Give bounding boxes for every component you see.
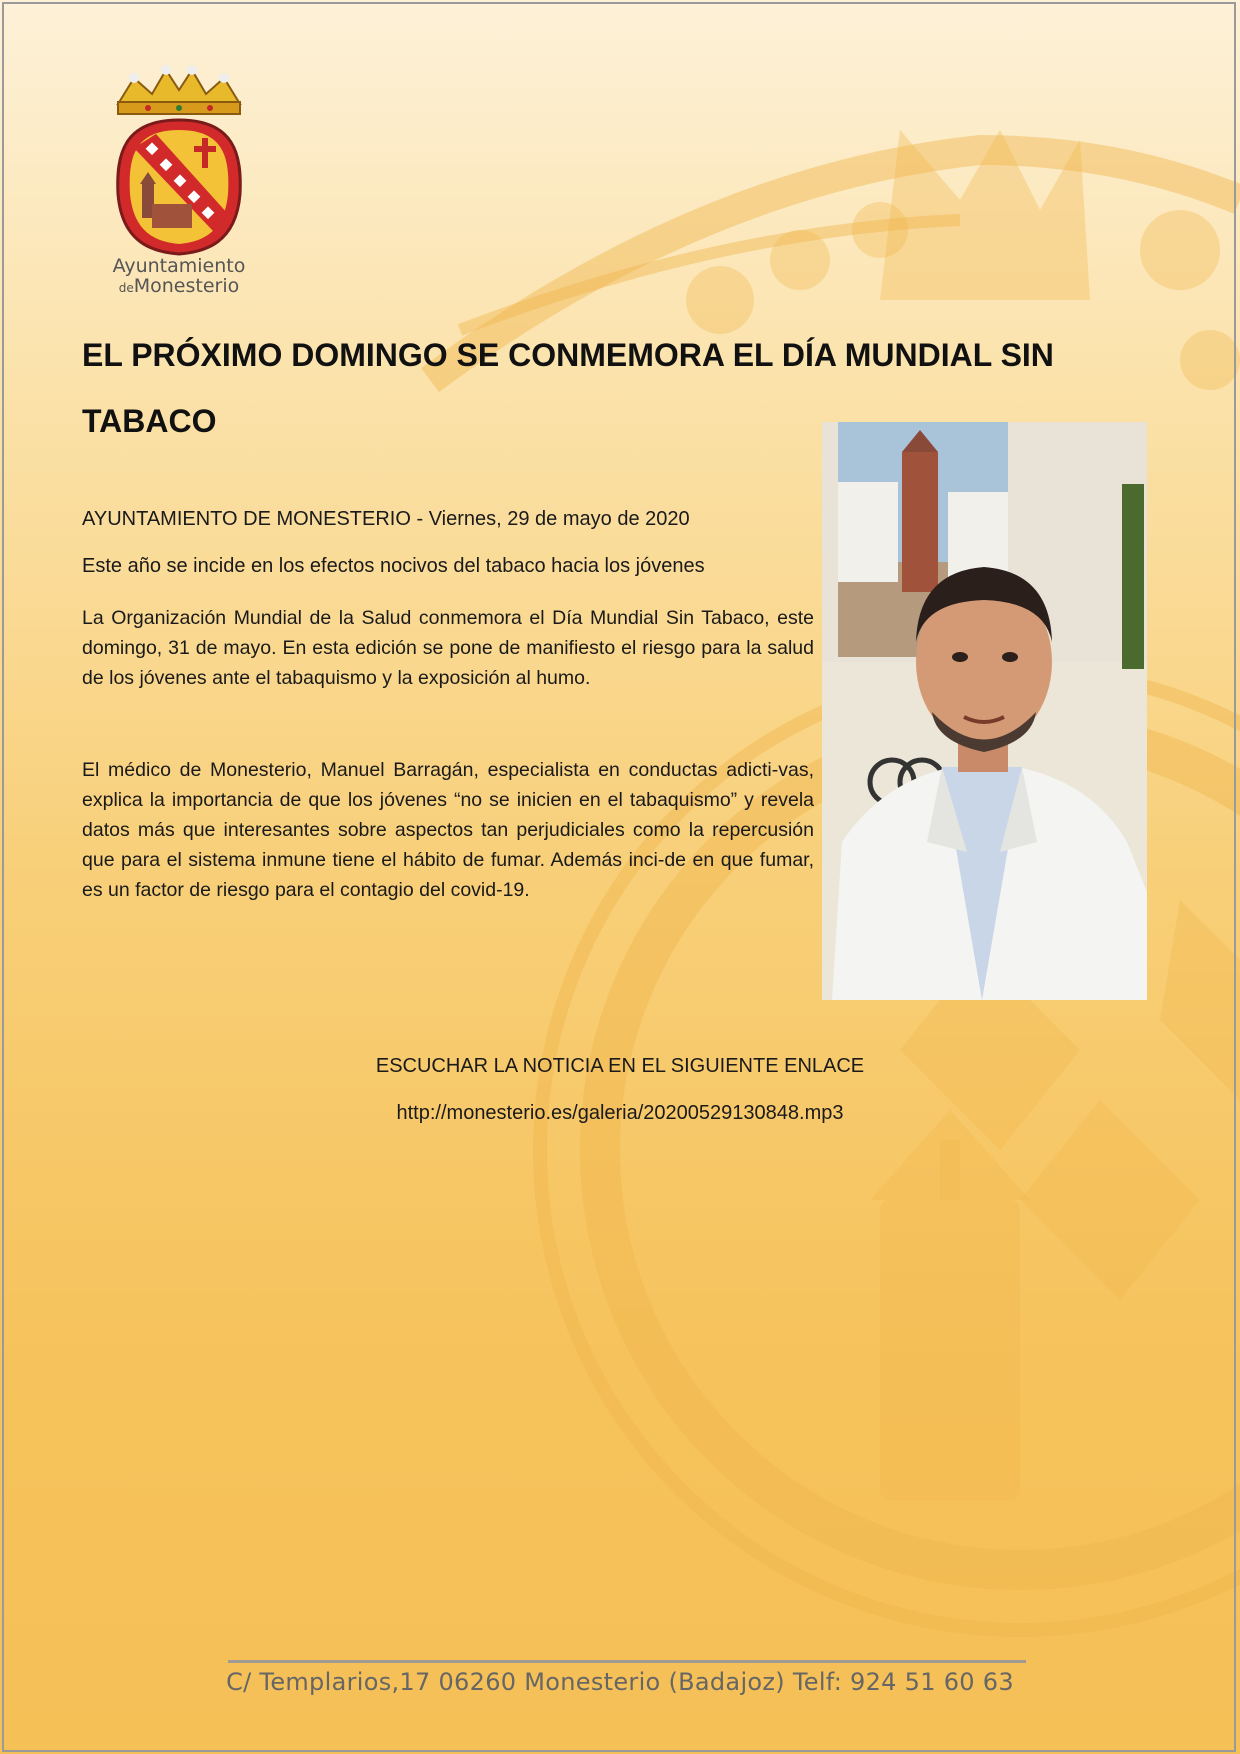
audio-link[interactable]: http://monesterio.es/galeria/20200529130848.mp3 [396, 1102, 844, 1124]
logo-line1: Ayuntamiento [112, 255, 246, 277]
doctor-photo [822, 422, 1147, 1000]
listen-label: ESCUCHAR LA NOTICIA EN EL SIGUIENTE ENLACE [375, 1055, 865, 1077]
logo-caption [104, 256, 254, 298]
article-subtitle: Este año se incide en los efectos nocivos del tabaco hacia los jóvenes [82, 555, 705, 577]
footer-address: C/ Templarios,17 06260 Monesterio (Badajoz) Telf: 924 51 60 63 [226, 1668, 1014, 1696]
article-paragraph-1: La Organización Mundial de la Salud conmemora el Día Mundial Sin Tabaco, este domingo, 31 de mayo. En esta edición se pone de manifiesto el riesgo para la salud de los jóvenes ante el tabaquismo y la exposición al humo. [82, 607, 814, 689]
logo-line2: deMonesterio [118, 275, 240, 297]
article-dateline: AYUNTAMIENTO DE MONESTERIO - Viernes, 29 de mayo de 2020 [82, 508, 690, 530]
article-paragraph-2: El médico de Monesterio, Manuel Barragán, especialista en conductas adicti-vas, explica la importancia de que los jóvenes “no se inicien en el tabaquismo” y revela datos más que interesantes sobre aspectos tan perjudiciales como la repercusión que para el sistema inmune tiene el hábito de fumar. Además inci-de en que fumar, es un factor de riesgo para el contagio del covid-19. [82, 759, 814, 901]
footer-divider [228, 1660, 1026, 1663]
article-title: EL PRÓXIMO DOMINGO SE CONMEMORA EL DÍA MUNDIAL SIN TABACO [82, 337, 1054, 439]
